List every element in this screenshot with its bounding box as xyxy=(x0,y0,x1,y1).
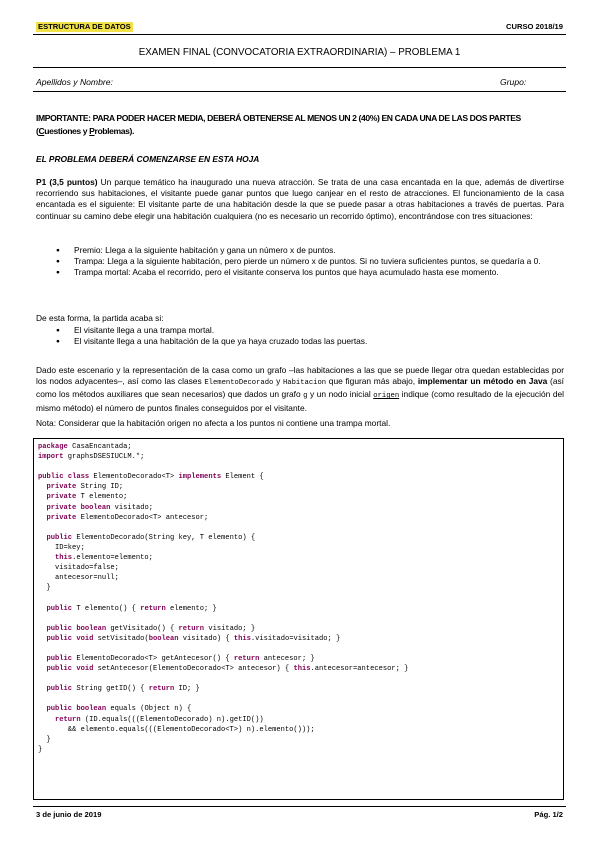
code-line: public void setVisitado(boolean visitado) { this.visitado=visitado; } xyxy=(46,634,341,643)
page-number: Pág. 1/2 xyxy=(534,810,563,819)
name-label: Apellidos y Nombre: xyxy=(36,77,113,87)
important-notice: IMPORTANTE: PARA PODER HACER MEDIA, DEBERÁ OBTENERSE AL MENOS UN 2 (40%) EN CADA UNA DE LAS DOS PARTES (Cuestiones y Problemas). xyxy=(36,113,521,136)
code-line: antecesor=null; xyxy=(38,574,119,583)
code-line: public boolean equals (Object n) { xyxy=(46,705,192,714)
problem-intro: P1 (3,5 puntos) Un parque temático ha inaugurado una nueva atracción. Se trata de una casa encantada en la que, además de divertirse recorriendo sus habitaciones, el visitante puede ganar puntos que luego canjear en el resto de atracciones. El funcionamiento de la casa encantada es el siguiente: El visitante parte de una habitación desde la que se puede pasar a otras habitaciones a través de puertas. Para continuar su camino debe elegir una habitación cualquiera (no es necesario un recorrido óptimo), encontrándose con tres situaciones: xyxy=(36,177,564,221)
code-line: public class ElementoDecorado<T> implements Element { xyxy=(38,473,264,482)
end-conditions-list xyxy=(36,325,564,347)
header-rule xyxy=(33,34,566,35)
code-line: public String getID() { return ID; } xyxy=(46,685,200,694)
list-item: ● El visitante llega a una habitación de la que ya haya cruzado todas las puertas. xyxy=(36,336,564,347)
code-line: public boolean getVisitado() { return visitado; } xyxy=(46,624,256,633)
code-line: import graphsDSESIUCLM.*; xyxy=(38,453,145,462)
code-line: private ElementoDecorado<T> antecesor; xyxy=(46,513,209,522)
code-line: public T elemento() { return elemento; } xyxy=(46,604,217,613)
code-line: private T elemento; xyxy=(46,493,128,502)
code-line: && elemento.equals(((ElementoDecorado<T>) n).elemento())); xyxy=(38,725,315,734)
title-rule xyxy=(33,67,566,68)
ends-intro: De esta forma, la partida acaba si: xyxy=(36,313,164,323)
list-item: ● Premio: Llega a la siguiente habitación y gana un número x de puntos. xyxy=(36,245,564,256)
note: Nota: Considerar que la habitación origen no afecta a los puntos ni contiene una trampa mortal. xyxy=(36,418,391,428)
group-label: Grupo: xyxy=(500,77,527,87)
code-line: this.elemento=elemento; xyxy=(55,554,153,563)
code-line: } xyxy=(38,745,43,754)
code-line: ID=key; xyxy=(38,543,85,552)
problem-label: P1 (3,5 puntos) xyxy=(36,177,98,187)
list-item: ● El visitante llega a una trampa mortal. xyxy=(36,325,564,336)
footer-rule xyxy=(33,806,566,807)
code-line: visitado=false; xyxy=(38,564,119,573)
situations-list xyxy=(36,245,564,279)
code-line: public ElementoDecorado(String key, T elemento) { xyxy=(46,533,256,542)
exam-title: EXAMEN FINAL (CONVOCATORIA EXTRAORDINARIA) – PROBLEMA 1 xyxy=(138,47,461,58)
begin-here-note: EL PROBLEMA DEBERÁ COMENZARSE EN ESTA HOJA xyxy=(36,154,260,164)
task-paragraph: Dado este escenario y la representación de la casa como un grafo –las habitaciones a las que se puede llegar otra quedan establecidas por los nodos adyacentes–, así como las clases ElementoDecorado y Habitacion que figuran más abajo, implementar un método en Java (así como los métodos auxiliares que sean necesarios) que dados un grafo g y un nodo inicial origen indique (como resultado de la ejecución del mismo método) el número de puntos finales conseguidos por el visitante. xyxy=(36,365,564,413)
code-line: public void setAntecesor(ElementoDecorado<T> antecesor) { this.antecesor=antecesor; } xyxy=(46,665,409,674)
list-item: ● Trampa: Llega a la siguiente habitación, pero pierde un número x de puntos. Si no tuviera suficientes puntos, se quedaría a 0. xyxy=(36,256,564,267)
code-line: private boolean visitado; xyxy=(46,503,153,512)
code-listing xyxy=(38,442,408,755)
exam-date: 3 de junio de 2019 xyxy=(36,810,102,819)
course-year: CURSO 2018/19 xyxy=(506,22,563,31)
code-line: public ElementoDecorado<T> getAntecesor() { return antecesor; } xyxy=(46,654,315,663)
name-rule xyxy=(33,91,566,92)
code-line: } xyxy=(38,735,51,744)
list-item: ● Trampa mortal: Acaba el recorrido, pero el visitante conserva los puntos que haya acumulado hasta ese momento. xyxy=(36,267,564,278)
code-line: return (ID.equals(((ElementoDecorado) n).getID()) xyxy=(55,715,264,724)
code-line: package CasaEncantada; xyxy=(38,443,132,451)
course-name: ESTRUCTURA DE DATOS xyxy=(38,22,131,31)
code-line: } xyxy=(38,584,51,593)
code-line: private String ID; xyxy=(46,483,124,492)
